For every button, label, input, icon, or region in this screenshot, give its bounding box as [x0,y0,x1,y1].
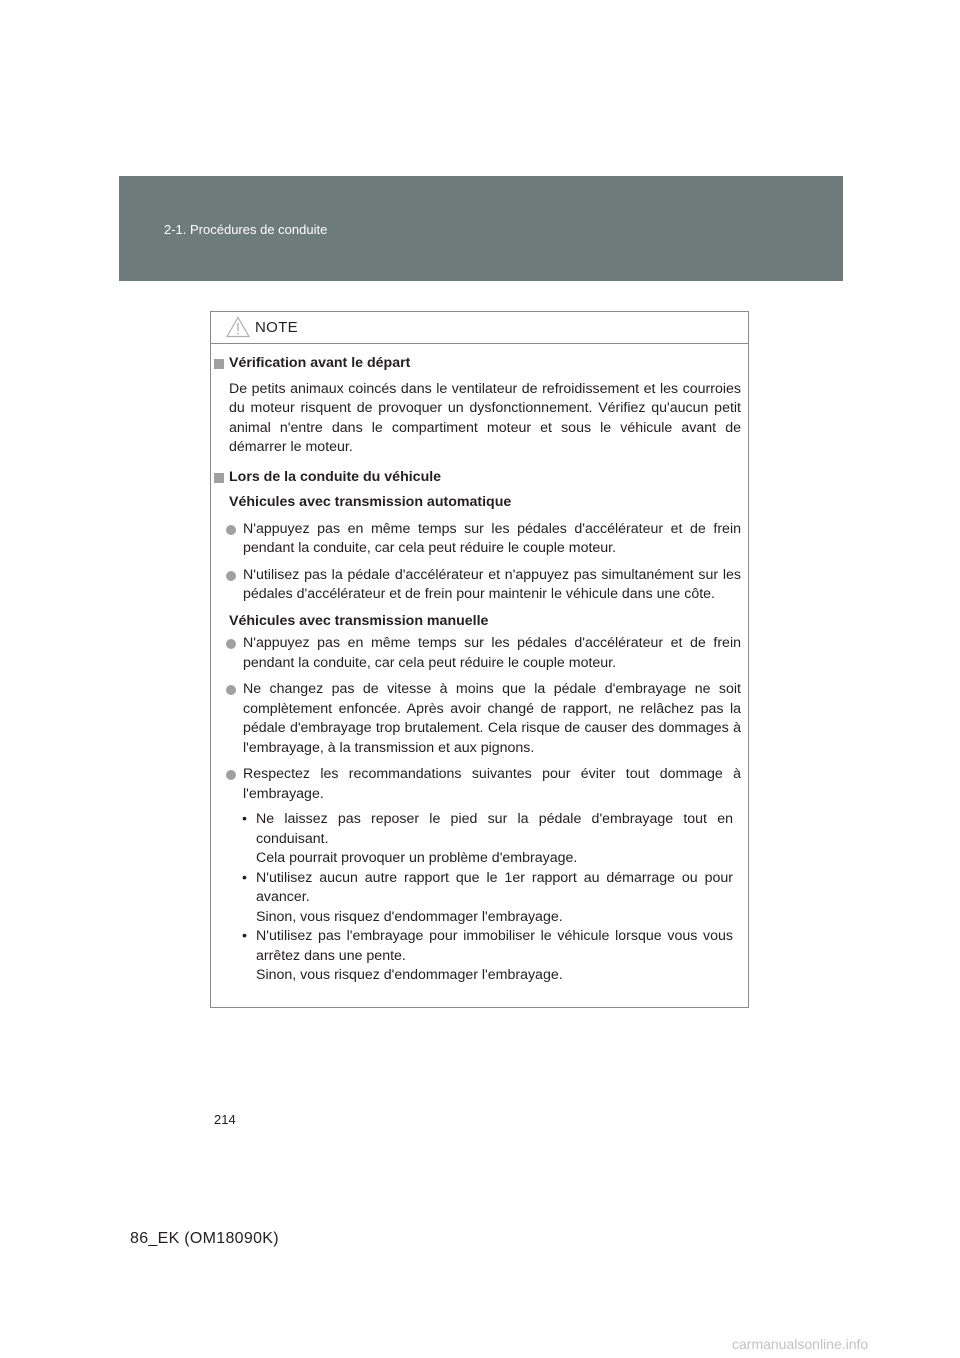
circle-bullet-icon [226,639,236,649]
dot-marker: • [242,869,247,886]
section-title: 2-1. Procédures de conduite [164,222,328,237]
note-header [211,312,748,344]
sub-list-item-text: N'utilisez aucun autre rapport que le 1er rapport au démarrage ou pour avancer. [256,869,733,905]
sub-list-item-note: Sinon, vous risquez d'endommager l'embrayage. [256,908,563,925]
page-number: 214 [214,1112,236,1127]
note-box [210,311,749,1008]
note-body [211,344,748,986]
sub-list-item-text: Ne laissez pas reposer le pied sur la pédale d'embrayage tout en conduisant. [256,811,733,847]
section-heading-text: Lors de la conduite du véhicule [229,468,442,485]
circle-bullet-icon [226,770,236,780]
sub-list-item [241,927,733,986]
dot-marker: • [242,928,247,944]
list-item [243,566,741,605]
watermark: carmanualsonline.info [732,1336,869,1352]
note-label: NOTE [255,319,298,336]
list-item-text: Ne changez pas de vitesse à moins que la pédale d'embrayage ne soit complètement enfoncée. Après avoir changé de rapport, ne relâchez pas la pédale d'embrayage trop brutalement. Cela risque de causer des dommages à l'embrayage, à la transmission et aux pignons. [243,681,741,756]
dot-marker: • [242,811,247,827]
list-item-text: Respectez les recommandations suivantes pour éviter tout dommage à l'embrayage. [243,766,741,802]
list-item [243,765,741,804]
sub-list [241,810,733,986]
list-item [243,520,741,559]
list-item [243,634,741,673]
list-item-text: N'appuyez pas en même temps sur les pédales d'accélérateur et de frein pendant la conduite, car cela peut réduire le couple moteur. [243,520,741,556]
section-heading [211,354,748,374]
sub-list-item [241,810,733,869]
circle-bullet-icon [226,525,236,535]
list-item-text: N'appuyez pas en même temps sur les pédales d'accélérateur et de frein pendant la conduite, car cela peut réduire le couple moteur. [243,635,741,671]
section-heading-text: Vérification avant le départ [229,355,411,371]
section-heading [211,468,748,488]
subheading-manual: Véhicules avec transmission manuelle [229,612,489,629]
square-bullet-icon [214,359,224,369]
circle-bullet-icon [226,571,236,581]
sub-list-item-note: Cela pourrait provoquer un problème d'embrayage. [256,850,578,866]
manual-code: 86_EK (OM18090K) [130,1230,279,1247]
sub-list-item-text: N'utilisez pas l'embrayage pour immobiliser le véhicule lorsque vous vous arrêtez dans une pente. [256,928,733,964]
header-band [119,176,843,281]
circle-bullet-icon [226,685,236,695]
sub-list-item [241,869,733,928]
list-item-text: N'utilisez pas la pédale d'accélérateur et n'appuyez pas simultanément sur les pédales d'accélérateur et de frein pour maintenir le véhicule dans une côte. [243,566,741,602]
section-paragraph: De petits animaux coincés dans le ventilateur de refroidissement et les courroies du moteur risquent de provoquer un dysfonctionnement. Vérifiez qu'aucun petit animal n'entre dans le compartiment moteur et sous le véhicule avant de démarrer le moteur. [229,380,741,455]
sub-list-item-note: Sinon, vous risquez d'endommager l'embrayage. [256,967,563,983]
square-bullet-icon [214,473,224,483]
subheading-automatic: Véhicules avec transmission automatique [229,494,512,510]
list-item [243,680,741,758]
warning-icon [226,316,250,338]
